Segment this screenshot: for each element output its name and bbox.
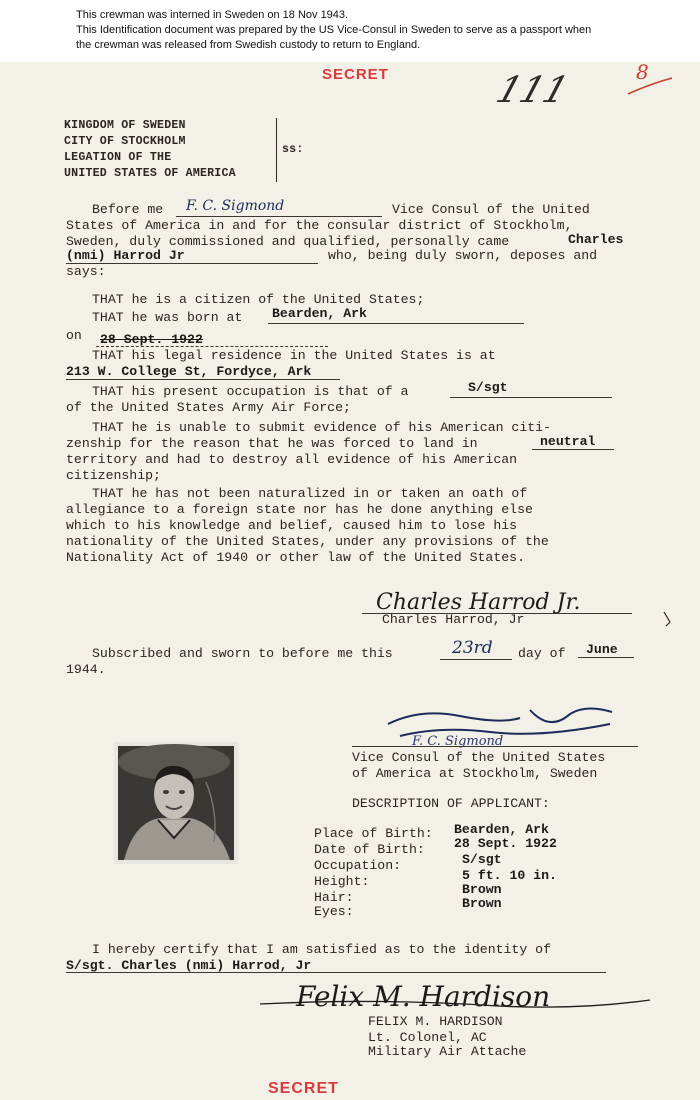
- secret-stamp-top: SECRET: [322, 66, 389, 83]
- consul-title-2: of America at Stockholm, Sweden: [352, 766, 598, 781]
- caption-line-3: the crewman was released from Swedish custody to return to England.: [76, 39, 421, 51]
- occupation-value: S/sgt: [468, 380, 508, 395]
- unable-line-4: citizenship;: [66, 468, 161, 483]
- paragraph-1-line-2: States of America in and for the consular district of Stockholm,: [66, 218, 573, 233]
- header-bracket: [276, 118, 277, 182]
- vice-consul-text: Vice Consul of the United: [392, 202, 590, 217]
- residence-address: 213 W. College St, Fordyce, Ark: [66, 364, 312, 379]
- attache-rank: Lt. Colonel, AC: [368, 1030, 487, 1045]
- attache-title: Military Air Attache: [368, 1044, 527, 1059]
- applicant-name-rest: (nmi) Harrod Jr: [66, 248, 185, 263]
- naturalization-line-4: nationality of the United States, under any provisions of the: [66, 534, 549, 549]
- certification-subject: S/sgt. Charles (nmi) Harrod, Jr: [66, 958, 312, 973]
- caption-line-1: This crewman was interned in Sweden on 18 Nov 1943.: [76, 9, 349, 21]
- consul-name-line: [176, 216, 382, 217]
- neutral-territory: neutral: [540, 434, 596, 449]
- citizen-clause: THAT he is a citizen of the United States;: [92, 292, 425, 307]
- attache-name: FELIX M. HARDISON: [368, 1014, 503, 1029]
- birthdate-line: [96, 346, 328, 347]
- description-label-hair: Hair:: [314, 890, 354, 905]
- header-ss: ss:: [282, 143, 304, 156]
- birthdate: 28 Sept. 1922: [100, 332, 203, 347]
- margin-tick-mark: [660, 610, 680, 630]
- occupation-label: THAT his present occupation is that of a: [92, 384, 409, 399]
- naturalization-line-2: allegiance to a foreign state nor has he done anything else: [66, 502, 533, 517]
- secret-stamp-bottom: SECRET: [268, 1080, 339, 1097]
- affiant-signature: Charles Harrod Jr.: [376, 590, 581, 615]
- header-city: CITY OF STOCKHOLM: [64, 135, 186, 148]
- consul-title-1: Vice Consul of the United States: [352, 750, 606, 765]
- description-value-birthdate: 28 Sept. 1922: [454, 836, 557, 851]
- naturalization-line-5: Nationality Act of 1940 or other law of the United States.: [66, 550, 525, 565]
- day-of-text: day of: [518, 646, 566, 661]
- header-usa: UNITED STATES OF AMERICA: [64, 167, 236, 180]
- unable-line-3: territory and had to destroy all evidence of his American: [66, 452, 518, 467]
- consul-typed-name: F. C. Sigmond: [412, 734, 504, 749]
- description-label-eyes: Eyes:: [314, 904, 354, 919]
- consul-signature-line: [352, 746, 638, 747]
- residence-line: [66, 379, 340, 380]
- description-label-occupation: Occupation:: [314, 858, 402, 873]
- consul-name-handwritten: F. C. Sigmond: [186, 198, 285, 214]
- description-label-birthdate: Date of Birth:: [314, 842, 425, 857]
- unable-line-1: THAT he is unable to submit evidence of his American citi-: [92, 420, 551, 435]
- paragraph-1-line-5: says:: [66, 264, 106, 279]
- sworn-day: 23rd: [452, 638, 493, 658]
- portrait-image: [114, 742, 238, 864]
- birthplace-line: [268, 323, 524, 324]
- description-value-occupation: S/sgt: [462, 852, 502, 867]
- applicant-first-name: Charles: [568, 232, 624, 247]
- naturalization-line-3: which to his knowledge and belief, caused him to lose his: [66, 518, 518, 533]
- sworn-month-line: [578, 657, 634, 658]
- unable-line-2: zenship for the reason that he was forced to land in: [66, 436, 478, 451]
- occupation-tail: of the United States Army Air Force;: [66, 400, 351, 415]
- caption-line-2: This Identification document was prepared by the US Vice-Consul in Sweden to serve as a passport when: [76, 24, 592, 36]
- description-heading: DESCRIPTION OF APPLICANT:: [352, 796, 550, 811]
- caption: [0, 0, 700, 62]
- sworn-month: June: [586, 642, 618, 657]
- birthplace: Bearden, Ark: [272, 306, 367, 321]
- header-legation: LEGATION OF THE: [64, 151, 172, 164]
- identification-document: [0, 62, 700, 1100]
- born-at-label: THAT he was born at: [92, 310, 243, 325]
- header-kingdom: KINGDOM OF SWEDEN: [64, 119, 186, 132]
- description-value-height: 5 ft. 10 in.: [462, 868, 557, 883]
- description-value-birthplace: Bearden, Ark: [454, 822, 549, 837]
- before-me-label: Before me: [92, 202, 164, 217]
- sworn-text: Subscribed and sworn to before me this: [92, 646, 393, 661]
- applicant-photo: [114, 742, 238, 864]
- attache-signature: Felix M. Hardison: [296, 980, 551, 1013]
- certification-line: [66, 972, 606, 973]
- corner-mark: 8: [636, 62, 649, 84]
- affiant-typed-name: Charles Harrod, Jr: [382, 612, 525, 627]
- certification-text: I hereby certify that I am satisfied as to the identity of: [92, 942, 551, 957]
- description-label-birthplace: Place of Birth:: [314, 826, 433, 841]
- description-label-height: Height:: [314, 874, 370, 889]
- occupation-line: [450, 397, 612, 398]
- paragraph-1-line-3: Sweden, duly commissioned and qualified, personally came: [66, 234, 510, 249]
- naturalization-line-1: THAT he has not been naturalized in or taken an oath of: [92, 486, 528, 501]
- residence-label: THAT his legal residence in the United States is at: [92, 348, 496, 363]
- description-value-eyes: Brown: [462, 896, 502, 911]
- paragraph-1-line-4: who, being duly sworn, deposes and: [328, 248, 598, 263]
- sworn-day-line: [440, 659, 512, 660]
- on-label: on: [66, 328, 82, 343]
- description-value-hair: Brown: [462, 882, 502, 897]
- neutral-line: [532, 449, 614, 450]
- handwritten-number: 111: [491, 70, 574, 111]
- sworn-year: 1944.: [66, 662, 106, 677]
- red-pencil-stroke: [0, 62, 700, 122]
